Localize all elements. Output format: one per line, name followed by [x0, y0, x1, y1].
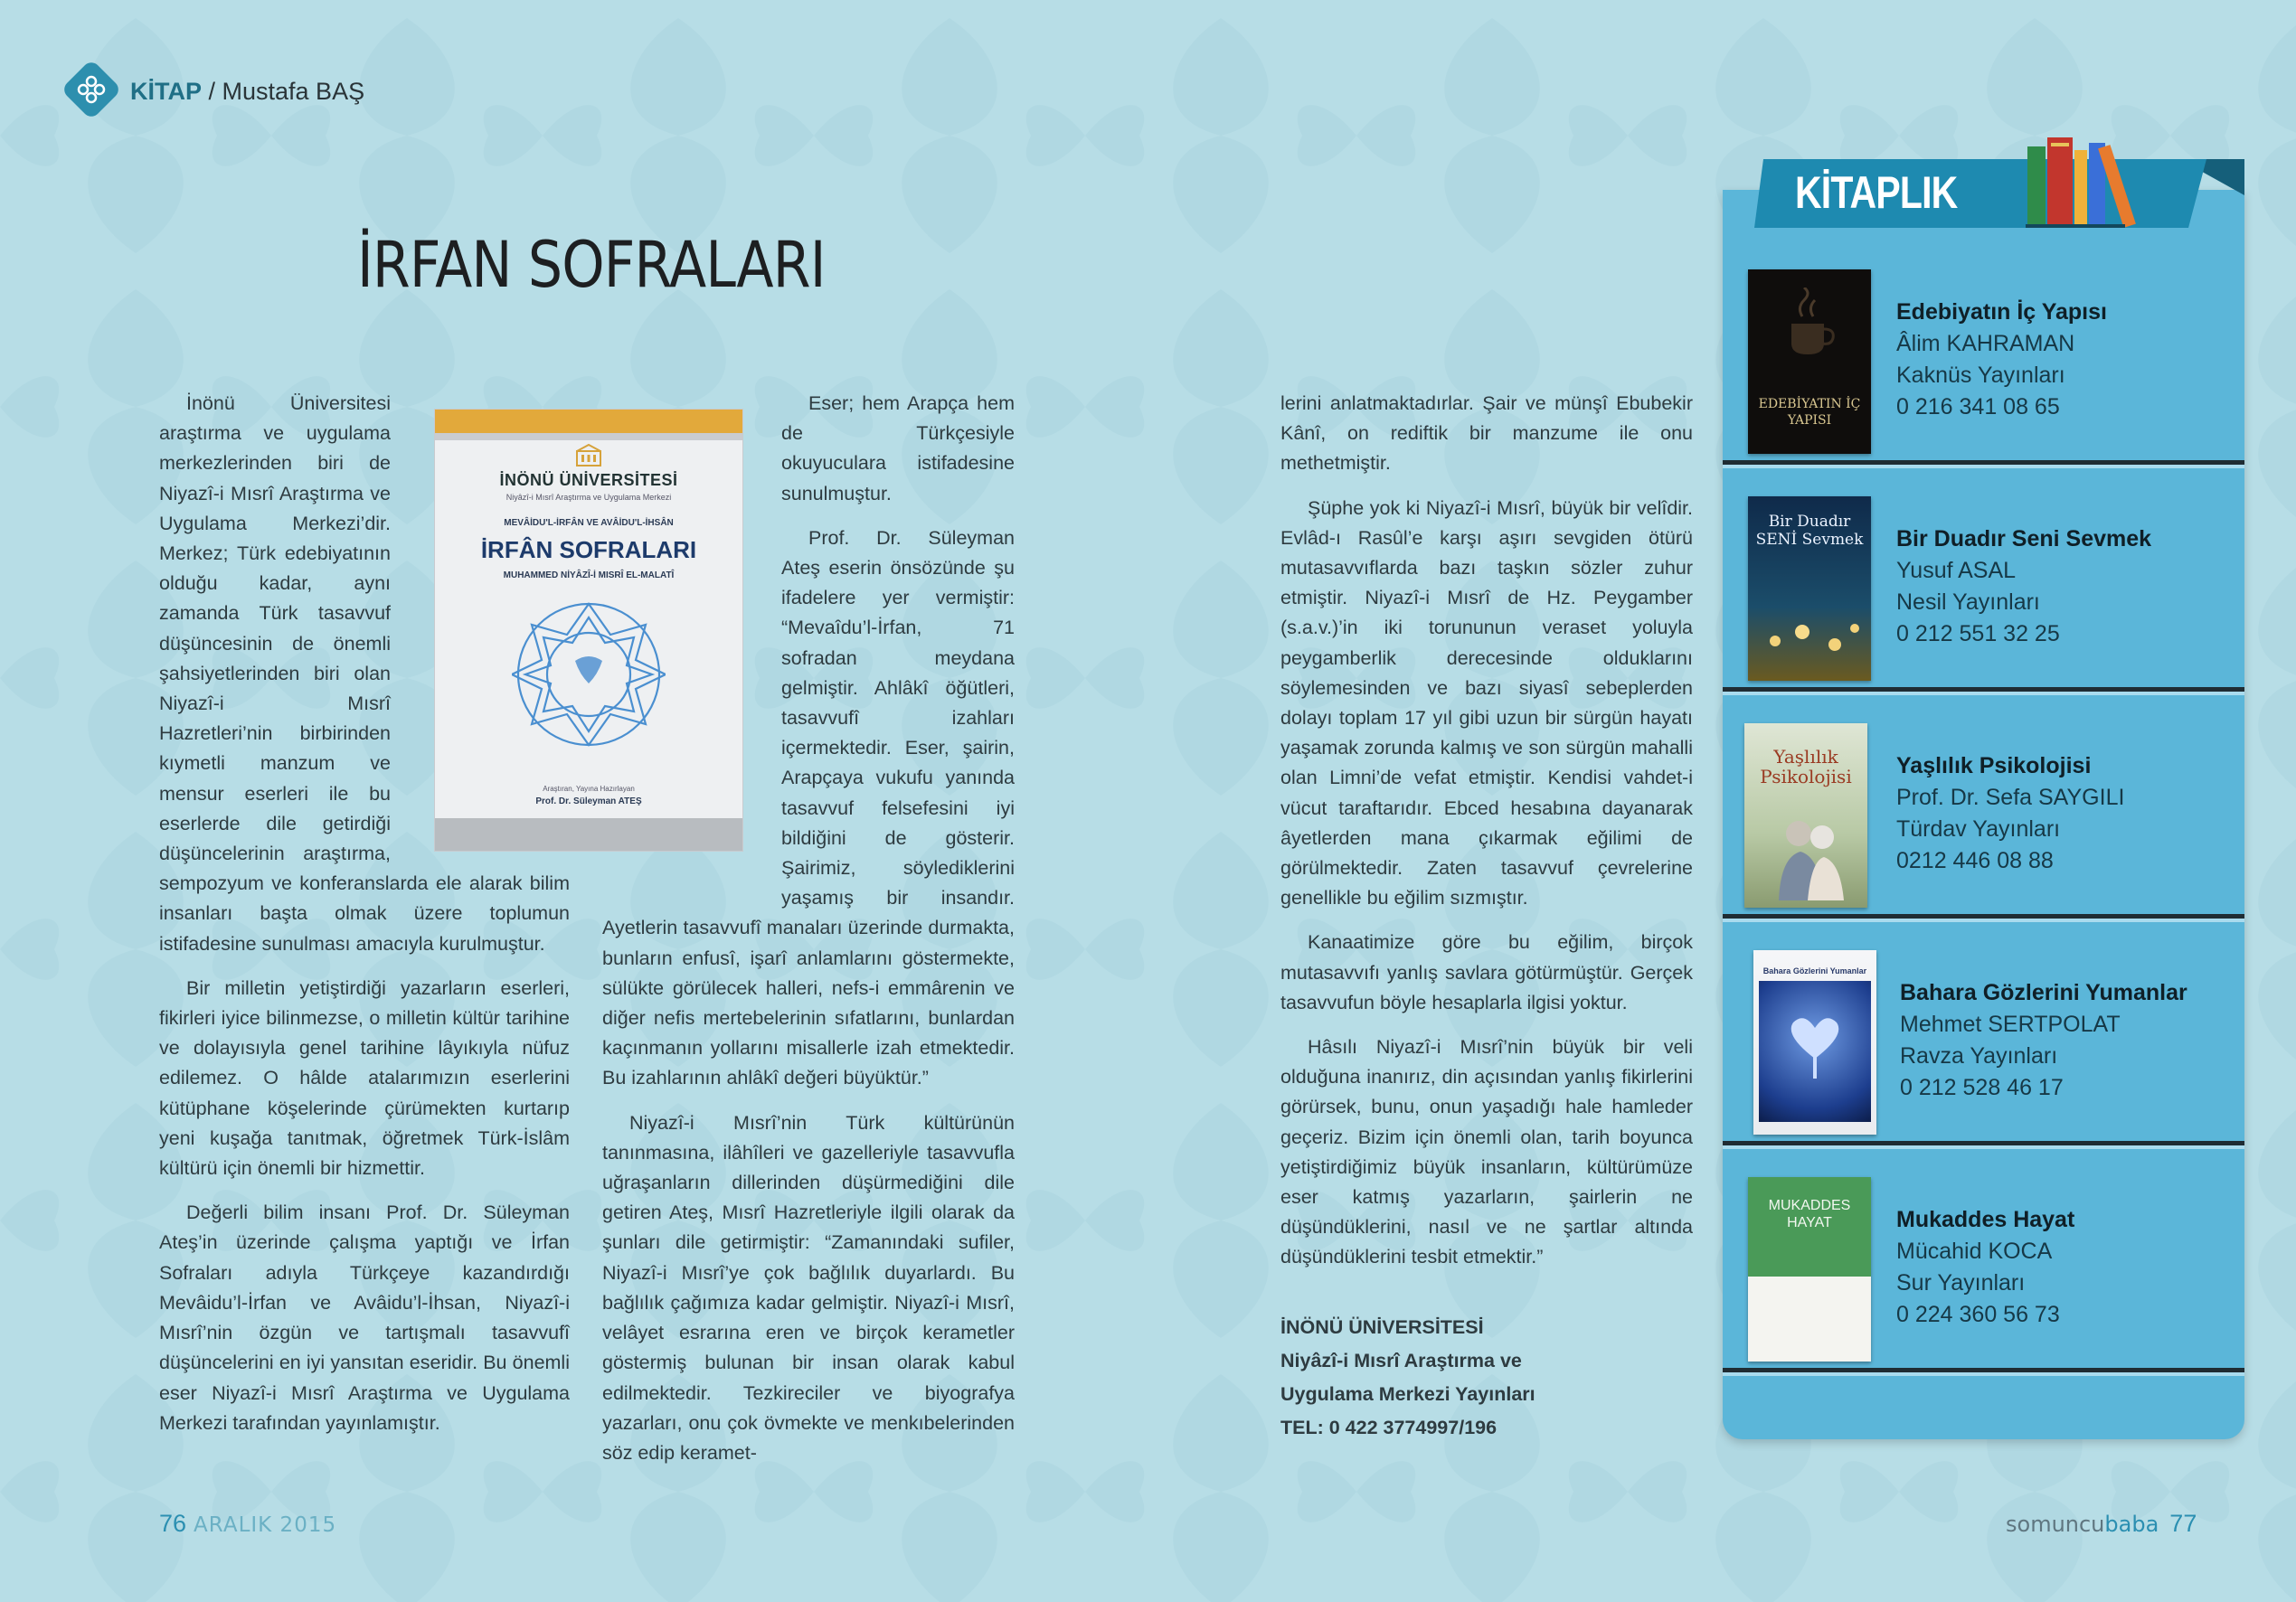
book-phone: 0 216 341 08 65 [1896, 394, 2060, 419]
section-separator: / [202, 78, 222, 105]
paragraph: Bir milletin yetiştirdiği yazarların eserleri, fikirleri iyice bilinmezse, o milletin kültür tarihine ve dolayısıyla genel tarihine lâyıkıyla nüfuz edilemez. O hâlde atalarımızın eserlerini kütüphane köşelerinde çürümekten kurtarıp yeni kuşağa tanıtmak, öğretmek Türk-İslâm kültürü için önemli bir hizmettir. [159, 976, 570, 1180]
book-item[interactable] [1723, 919, 2244, 1145]
sidebar-title: KİTAPLIK [1795, 167, 1958, 218]
thumb-title: Bahara Gözlerini Yumanlar [1762, 966, 1867, 975]
book-author: Yusuf ASAL [1896, 558, 2017, 583]
divider [1723, 1372, 2244, 1376]
book-info [1896, 523, 2151, 650]
paragraph: Hâsılı Niyazî-i Mısrî’nin büyük bir veli olduğuna inanırız, din açısından yanlış fikirlerini görürsek, bunu, onun yaşadığı hale hamleder geçeriz. Bizim için önemli olan, tarih boyunca yetiştirdiğimiz büyük insanların, kültürümüze eser katmış yazarların, şairlerin ne düşündüklerini, nasıl ve ne şartlar altında düşündüklerini tesbit etmektir.” [1280, 1036, 1693, 1268]
book-item[interactable] [1723, 239, 2244, 465]
book-publisher: Ravza Yayınları [1900, 1043, 2058, 1069]
contact-center-line1: Niyâzî-i Mısrî Araştırma ve [1280, 1350, 1522, 1371]
book-info [1896, 297, 2107, 423]
paragraph: Değerli bilim insanı Prof. Dr. Süleyman Ateş’in üzerinde çalışma yaptığı ve İrfan Sofraları adıyla Türkçeye kazandırdığı Mevâidu’l-İrfan ve Avâidu’l-İhsan, Niyazî-i Mısrî’nin özgün ve tartışmalı tasavvufî düşüncelerini en iyi yansıtan eseridir. Bu önemli eser Niyazî-i Mısrî Araştırma ve Uygulama Merkezi tarafından yayınlamıştır. [159, 1202, 570, 1434]
thumb-title: Yaşlılık Psikolojisi [1760, 746, 1852, 787]
book-item[interactable] [1723, 693, 2244, 919]
book-phone: 0 212 528 46 17 [1900, 1075, 2064, 1100]
book-title: Bahara Gözlerini Yumanlar [1900, 980, 2187, 1005]
cover-supertitle: MEVÂİDU'L-İRFÂN VE AVÂİDU'L-İHSÂN [504, 518, 674, 528]
cover-float-space [602, 389, 770, 906]
book-cover-thumbnail [1744, 723, 1867, 908]
book-cover-thumbnail [1753, 950, 1876, 1135]
right-page-number: 77 [2169, 1510, 2197, 1537]
article-author: Mustafa BAŞ [222, 78, 365, 105]
magazine-name [2006, 1512, 2159, 1537]
book-phone: 0 212 551 32 25 [1896, 621, 2060, 646]
book-info [1896, 1204, 2074, 1331]
cover-editor-note: Araştıran, Yayına Hazırlayan [543, 785, 635, 793]
article-title: İRFAN SOFRALARI [357, 228, 826, 302]
article-column-2 [602, 389, 1015, 1483]
section-name: KİTAP [130, 78, 202, 105]
cover-university-sub: Niyâzî-i Mısrî Araştırma ve Uygulama Merkezi [505, 493, 672, 502]
paragraph: İnönü Üniversitesi araştırma ve uygulama merkezlerinden biri de Niyazî-i Mısrî Araştırma ve Uygulama Merkezi’dir. Merkez; Türk edebiyatının olduğu kadar, aynı zamanda Türk tasavvuf düşüncesinin de önemli şahsiyetlerinden biri olan Niyazî-i Mısrî Hazretleri’nin birbirinden kıymetli manzum ve mensur eserleri ile bu eserlerde dile getirdiği düşüncelerinin araştırma, sempozyum ve konferanslarda ele alarak bilim insanları başta olmak üzere toplumun istifadesine sunulması amacıyla kurulmuştur. [159, 392, 570, 955]
page-number-right [2006, 1510, 2197, 1538]
book-title: Mukaddes Hayat [1896, 1207, 2075, 1232]
cover-author: MUHAMMED NİYÂZÎ-İ MISRÎ EL-MALATÎ [503, 570, 675, 580]
diamond-knot-icon [61, 60, 121, 119]
article-column-3 [1280, 389, 1693, 1287]
book-cover-thumbnail [1748, 1177, 1871, 1362]
magazine-name-part1: somuncu [2006, 1512, 2105, 1537]
book-publisher: Kaknüs Yayınları [1896, 363, 2065, 388]
book-phone: 0212 446 08 88 [1896, 848, 2054, 873]
book-cover-thumbnail [1748, 269, 1871, 454]
book-author: Âlim KAHRAMAN [1896, 331, 2075, 356]
page-number-left [159, 1510, 336, 1538]
book-cover-thumbnail [1748, 496, 1871, 681]
book-item[interactable] [1723, 466, 2244, 692]
elderly-couple-icon [1762, 810, 1853, 900]
book-info [1896, 750, 2124, 877]
heart-tree-icon [1788, 1008, 1842, 1080]
contact-phone: TEL: 0 422 3774997/196 [1280, 1417, 1498, 1438]
coffee-cup-icon [1782, 287, 1837, 360]
book-publisher: Sur Yayınları [1896, 1270, 2026, 1296]
magazine-name-part2: baba [2104, 1512, 2159, 1537]
article-column-1 [159, 389, 570, 1453]
books-stack-icon [2024, 134, 2150, 228]
paragraph: Şüphe yok ki Niyazî-i Mısrî, büyük bir velîdir. Evlâd-ı Rasûl’e karşı aşırı sevgiden ötürü mutasavvıflarda bazı taşkın sözler zuhur etmiştir. Niyazî-i Mısrî de Hz. Peygamber (s.a.v.)’in iki torununun veraset yoluyla peygamberlik derecesinde olduklarını söylemesinden ve bazı siyasî sebeplerden dolayı toplam 17 yıl gibi uzun bir sürgün hayatı yaşamak zorunda kalmış ve son sürgün mahalli olan Limni’de vefat etmiştir. Kendisi vahdet-i vücut taraftarıdır. Ebced hesabına dayanarak âyetlerden mana çıkarmak eğilimi de görülmektedir. Zaten tasavvuf çevrelerine genellikle bu eğilim sızmıştır. [1280, 496, 1693, 909]
book-title: Edebiyatın İç Yapısı [1896, 299, 2107, 325]
book-publisher: Nesil Yayınları [1896, 589, 2040, 615]
book-author: Mehmet SERTPOLAT [1900, 1012, 2121, 1037]
paragraph: Prof. Dr. Süleyman Ateş eserin önsözünde şu ifadelere yer vermiştir: “Mevaîdu’l-İrfan, 71 sofradan meydana gelmiştir. Ahlâkî öğütleri, tasavvufî izahları içermektedir. Eser, şairin, Arapçaya vukufu yanında tasavvuf felsefesini iyi bildiğini de gösterir. Şairimiz, söylediklerini yaşamış bir insandır. Ayetlerin tasavvufî manaları üzerinde durmakta, bunların enfusî, işarî anlamlarını göstermekte, sülükte görülecek halleri, nefs-i emmârenin ve diğer nefis mertebelerinin sıfatlarını, bunlardan kaçınmanın yollarını misallerle izah etmektedir. Bu izahlarının ahlâkî değeri büyüktür.” [602, 526, 1015, 1089]
book-info [1900, 977, 2187, 1104]
book-title: Yaşlılık Psikolojisi [1896, 753, 2092, 778]
thumb-title: Bir Duadır SENİ Sevmek [1755, 513, 1864, 549]
paragraph: lerini anlatmaktadırlar. Şair ve münşî Ebubekir Kânî, on rediftik bir manzume ile onu methetmiştir. [1280, 392, 1693, 475]
contact-publisher: İNÖNÜ ÜNİVERSİTESİ [1280, 1316, 1484, 1338]
cover-university: İNÖNÜ ÜNİVERSİTESİ [499, 471, 678, 489]
thumb-title: MUKADDES HAYAT [1768, 1198, 1851, 1230]
book-phone: 0 224 360 56 73 [1896, 1302, 2060, 1327]
publisher-contact [1280, 1311, 1535, 1445]
paragraph: Kanaatimize göre bu eğilim, birçok mutasavvıfı yanlış savlara götürmüştür. Gerçek tasavvufun böyle hesaplarla ilgisi yoktur. [1280, 931, 1693, 1013]
book-publisher: Türdav Yayınları [1896, 816, 2061, 842]
paragraph: Eser; hem Arapça hem de Türkçesiyle okuyuculara istifadesine sunulmuştur. [781, 392, 1015, 504]
candle-lights-icon [1748, 605, 1871, 681]
book-author: Mücahid KOCA [1896, 1239, 2053, 1264]
contact-center-line2: Uygulama Merkezi Yayınları [1280, 1383, 1535, 1405]
left-page-number: 76 [159, 1510, 187, 1537]
cover-title: İRFÂN SOFRALARI [480, 536, 697, 563]
thumb-title: EDEBİYATIN İÇ YAPISI [1758, 397, 1861, 428]
cover-editor: Prof. Dr. Süleyman ATEŞ [535, 796, 642, 806]
book-author: Prof. Dr. Sefa SAYGILI [1896, 785, 2125, 810]
book-title: Bir Duadır Seni Sevmek [1896, 526, 2152, 551]
paragraph: Niyazî-i Mısrî’nin Türk kültürünün tanınmasına, ilâhîleri ve gazelleriyle tasavvufla uğraşanların dillerinden düşürmediğini dile getiren Ateş, Mısrî Hazretleriyle ilgili olarak da şunları dile getirmiştir: “Zamanındaki sufiler, Niyazî-i Mısrî’ye çok bağlılık duyarlardı. Bu bağlılık çağımıza kadar gelmiştir. Niyazî-i Mısrî, velâyet esrarına eren ve birçok kerametler göstermiş bulunan bir insan olarak kabul edilmektedir. Tezkireciler ve biyografya yazarları, onu çok övmekte ve menkıbelerinden söz edip keramet- [602, 1111, 1015, 1464]
section-label [130, 78, 364, 106]
issue-date: ARALIK 2015 [194, 1513, 337, 1537]
book-item[interactable] [1723, 1146, 2244, 1372]
